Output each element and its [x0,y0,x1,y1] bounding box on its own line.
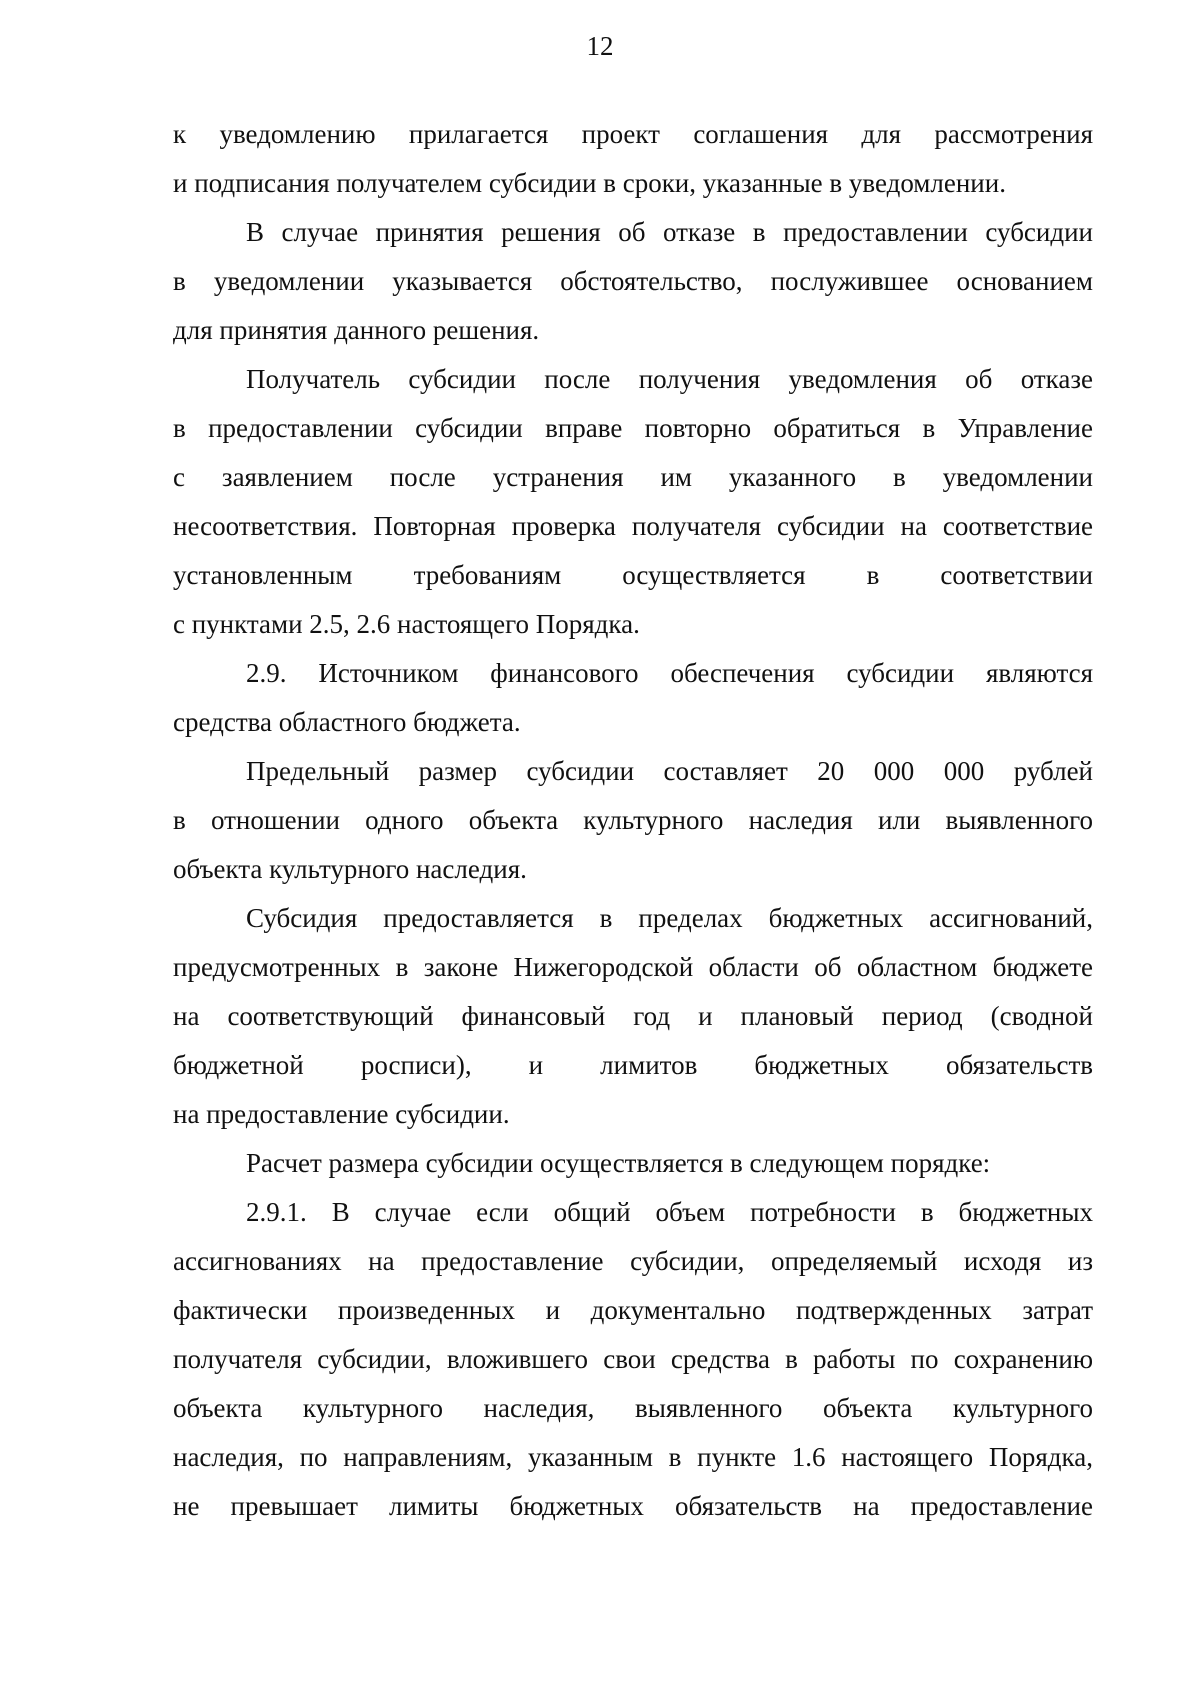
text-line: 2.9. Источником финансового обеспечения субсидии являются [246,658,1093,688]
text-line: для принятия данного решения. [173,315,540,345]
page-number: 12 [586,31,614,61]
text-line: предусмотренных в законе Нижегородской области об областном бюджете [173,952,1093,982]
text-line: Предельный размер субсидии составляет 20 000 000 рублей [246,756,1093,786]
text-line: с пунктами 2.5, 2.6 настоящего Порядка. [173,609,640,639]
text-line: несоответствия. Повторная проверка получателя субсидии на соответствие [173,511,1093,541]
text-line: в предоставлении субсидии вправе повторно обратиться в Управление [173,413,1093,443]
text-line: 2.9.1. В случае если общий объем потребности в бюджетных [246,1197,1093,1227]
text-line: с заявлением после устранения им указанного в уведомлении [173,462,1093,492]
text-line: и подписания получателем субсидии в сроки, указанные в уведомлении. [173,168,1006,198]
text-line: к уведомлению прилагается проект соглашения для рассмотрения [173,119,1093,149]
text-line: ассигнованиях на предоставление субсидии, определяемый исходя из [173,1246,1093,1276]
text-line: Получатель субсидии после получения уведомления об отказе [246,364,1093,394]
text-line: фактически произведенных и документально подтвержденных затрат [173,1295,1093,1325]
text-line: в отношении одного объекта культурного наследия или выявленного [173,805,1093,835]
text-line: получателя субсидии, вложившего свои средства в работы по сохранению [173,1344,1093,1374]
text-line: не превышает лимиты бюджетных обязательств на предоставление [173,1491,1093,1521]
text-line: объекта культурного наследия. [173,854,527,884]
text-line: на предоставление субсидии. [173,1099,510,1129]
text-line: установленным требованиям осуществляется в соответствии [173,560,1093,590]
text-line: наследия, по направлениям, указанным в пункте 1.6 настоящего Порядка, [173,1442,1093,1472]
text-line: В случае принятия решения об отказе в предоставлении субсидии [246,217,1093,247]
text-line: Расчет размера субсидии осуществляется в следующем порядке: [246,1148,991,1178]
text-line: средства областного бюджета. [173,707,521,737]
text-line: бюджетной росписи), и лимитов бюджетных обязательств [173,1050,1093,1080]
text-line: объекта культурного наследия, выявленного объекта культурного [173,1393,1093,1423]
document-body [173,110,1093,1531]
text-line: на соответствующий финансовый год и плановый период (сводной [173,1001,1093,1031]
text-line: в уведомлении указывается обстоятельство, послужившее основанием [173,266,1093,296]
text-line: Субсидия предоставляется в пределах бюджетных ассигнований, [246,903,1093,933]
